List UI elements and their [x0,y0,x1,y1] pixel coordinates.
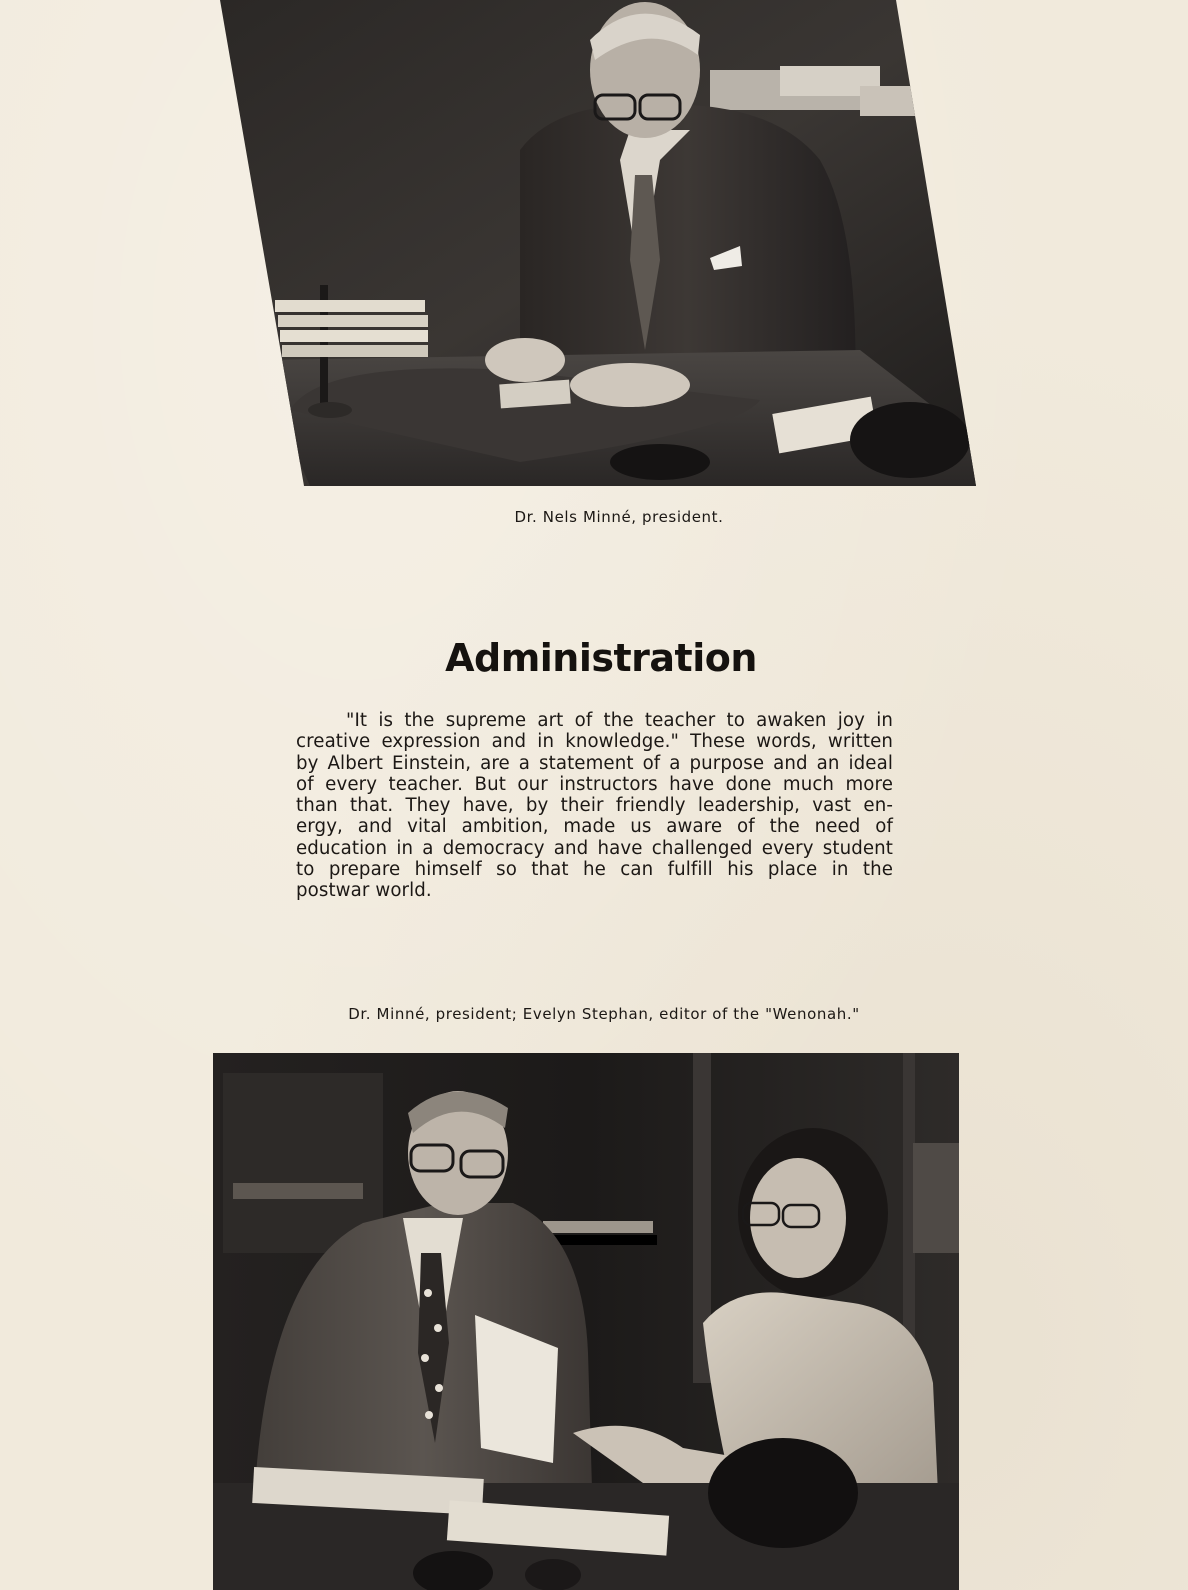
paragraph-line: "It is the supreme art of the teacher to awaken joy in [346,710,893,731]
paragraph-line: postwar world. [296,880,432,902]
paragraph-line: education in a democracy and have challenged every student [296,837,893,859]
page-title: Administration [445,636,757,680]
caption-bottom-photo: Dr. Minné, president; Evelyn Stephan, editor of the "Wenonah." [348,1005,860,1023]
paragraph-line: to prepare himself so that he can fulfill his place in the [296,859,893,881]
paragraph-line: creative expression and in knowledge." These words, written [296,731,893,753]
intro-paragraph [296,710,893,902]
photo-president-at-desk [220,0,976,486]
paragraph-line: ergy, and vital ambition, made us aware of the need of [296,816,893,838]
paragraph-line: than that. They have, by their friendly leadership, vast en- [296,795,893,817]
photo-president-and-editor [213,1053,959,1590]
paragraph-line: by Albert Einstein, are a statement of a purpose and an ideal [296,752,893,774]
caption-top-photo: Dr. Nels Minné, president. [514,508,724,526]
paragraph-line: of every teacher. But our instructors have done much more [296,773,893,795]
